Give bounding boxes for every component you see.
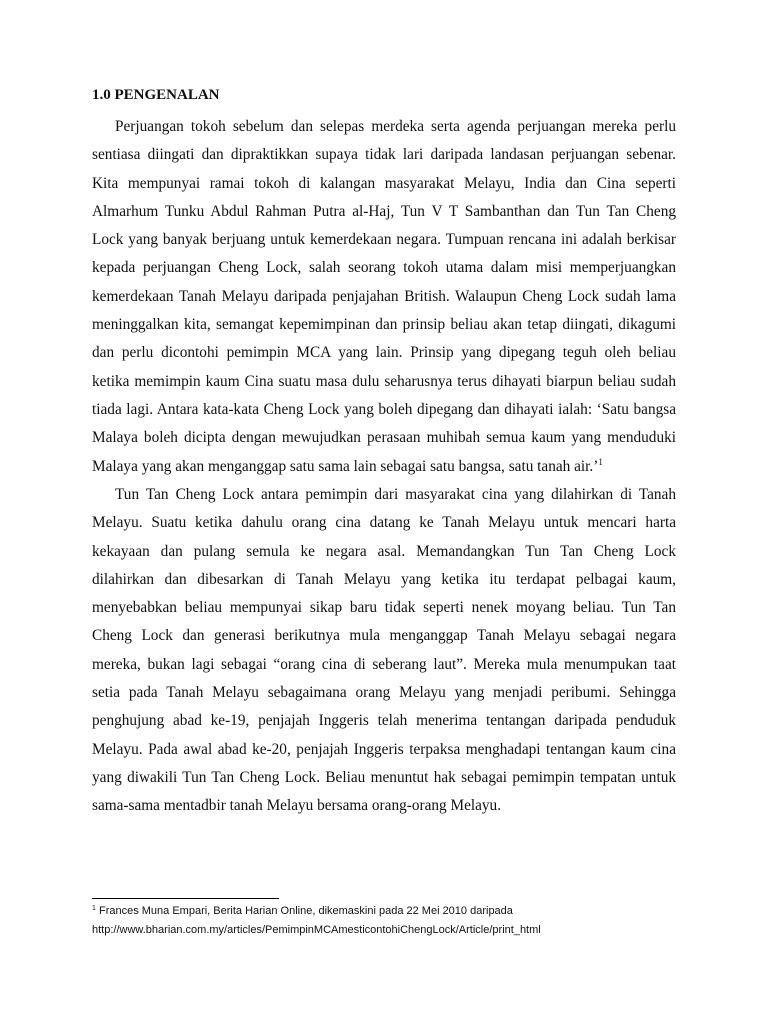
line-text: sama-sama mentadbir tanah Melayu bersama orang-orang Melayu. — [92, 797, 502, 815]
section-heading: 1.0 PENGENALAN — [92, 87, 220, 103]
text-line — [92, 509, 676, 537]
line-text: kekayaan dan pulang semula ke negara asal. Memandangkan Tun Tan Cheng Lock — [92, 542, 676, 560]
line-text: Malaya boleh dicipta dengan mewujudkan perasaan muhibah semua kaum yang menduduki — [92, 429, 676, 447]
line-text: menyebabkan beliau mempunyai sikap baru tidak seperti nenek moyang beliau. Tun Tan — [92, 599, 676, 617]
line-text: Tun Tan Cheng Lock antara pemimpin dari masyarakat cina yang dilahirkan di Tanah — [115, 486, 676, 503]
text-line — [92, 679, 676, 707]
paragraph-1 — [92, 113, 676, 481]
text-line — [92, 226, 676, 254]
line-text: mereka, bukan lagi sebagai “orang cina di seberang laut”. Mereka mula menumpukan taat — [92, 655, 676, 673]
line-text: setia pada Tanah Melayu sebagaimana orang Melayu yang menjadi peribumi. Sehingga — [92, 684, 676, 702]
footnote-reference[interactable]: 1 — [598, 456, 603, 467]
text-line — [92, 311, 676, 339]
line-text: Perjuangan tokoh sebelum dan selepas merdeka serta agenda perjuangan mereka perlu — [115, 118, 676, 135]
line-text: kepada perjuangan Cheng Lock, salah seorang tokoh utama dalam misi memperjuangkan — [92, 259, 676, 277]
line-text: Malaya yang akan menganggap satu sama lain sebagai satu bangsa, satu tanah air.’ — [92, 457, 599, 475]
footnote — [92, 902, 541, 940]
line-text: penghujung abad ke-19, penjajah Inggeris telah menerima tentangan daripada penduduk — [92, 712, 676, 730]
line-text: Melayu. Pada awal abad ke-20, penjajah Inggeris terpaksa menghadapi tentangan kaum cina — [92, 740, 676, 758]
footnote-separator — [92, 898, 279, 899]
text-line — [92, 198, 676, 226]
text-line — [92, 538, 676, 566]
line-text: Kita mempunyai ramai tokoh di kalangan masyarakat Melayu, India dan Cina seperti — [92, 174, 676, 192]
text-line — [92, 736, 676, 764]
text-line — [92, 481, 676, 509]
text-line — [92, 339, 676, 367]
footnote-url[interactable]: http://www.bharian.com.my/articles/PemimpinMCAmesticontohiChengLock/Article/print_html — [92, 924, 541, 936]
text-line — [92, 651, 676, 679]
paragraph-2 — [92, 481, 676, 821]
text-line — [92, 792, 676, 820]
text-line — [92, 453, 676, 481]
text-line — [92, 707, 676, 735]
text-line — [92, 283, 676, 311]
line-text: kemerdekaan Tanah Melayu daripada penjajahan British. Walaupun Cheng Lock sudah lama — [92, 287, 676, 305]
line-text: Cheng Lock dan generasi berikutnya mula menganggap Tanah Melayu sebagai negara — [92, 627, 676, 645]
line-text: dan perlu dicontohi pemimpin MCA yang lain. Prinsip yang dipegang teguh oleh beliau — [92, 344, 676, 362]
text-line — [92, 113, 676, 141]
text-line — [92, 396, 676, 424]
text-line — [92, 764, 676, 792]
text-line — [92, 622, 676, 650]
line-text: yang diwakili Tun Tan Cheng Lock. Beliau menuntut hak sebagai pemimpin tempatan untuk — [92, 768, 676, 786]
text-line — [92, 170, 676, 198]
line-text: Almarhum Tunku Abdul Rahman Putra al-Haj, Tun V T Sambanthan dan Tun Tan Cheng — [92, 202, 676, 220]
line-text: tiada lagi. Antara kata-kata Cheng Lock yang boleh dipegang dan dihayati ialah: ‘Satu bangsa — [92, 400, 676, 418]
text-line — [92, 141, 676, 169]
line-text: ketika memimpin kaum Cina suatu masa dulu seharusnya terus dihayati biarpun beliau sudah — [92, 372, 676, 390]
line-text: Lock yang banyak berjuang untuk kemerdekaan negara. Tumpuan rencana ini adalah berkisar — [92, 231, 676, 249]
text-line — [92, 368, 676, 396]
footnote-number: 1 — [92, 905, 96, 912]
text-line — [92, 594, 676, 622]
text-line — [92, 424, 676, 452]
text-line — [92, 566, 676, 594]
line-text: sentiasa diingati dan dipraktikkan supaya tidak lari daripada landasan perjuangan sebenar. — [92, 146, 676, 164]
line-text: meninggalkan kita, semangat kepemimpinan dan prinsip beliau akan tetap diingati, dikagumi — [92, 316, 676, 334]
text-line — [92, 254, 676, 282]
footnote-citation: Frances Muna Empari, Berita Harian Online, dikemaskini pada 22 Mei 2010 daripada — [98, 905, 513, 917]
line-text: Melayu. Suatu ketika dahulu orang cina datang ke Tanah Melayu untuk mencari harta — [92, 514, 676, 532]
line-text: dilahirkan dan dibesarkan di Tanah Melayu yang ketika itu terdapat pelbagai kaum, — [92, 570, 676, 588]
